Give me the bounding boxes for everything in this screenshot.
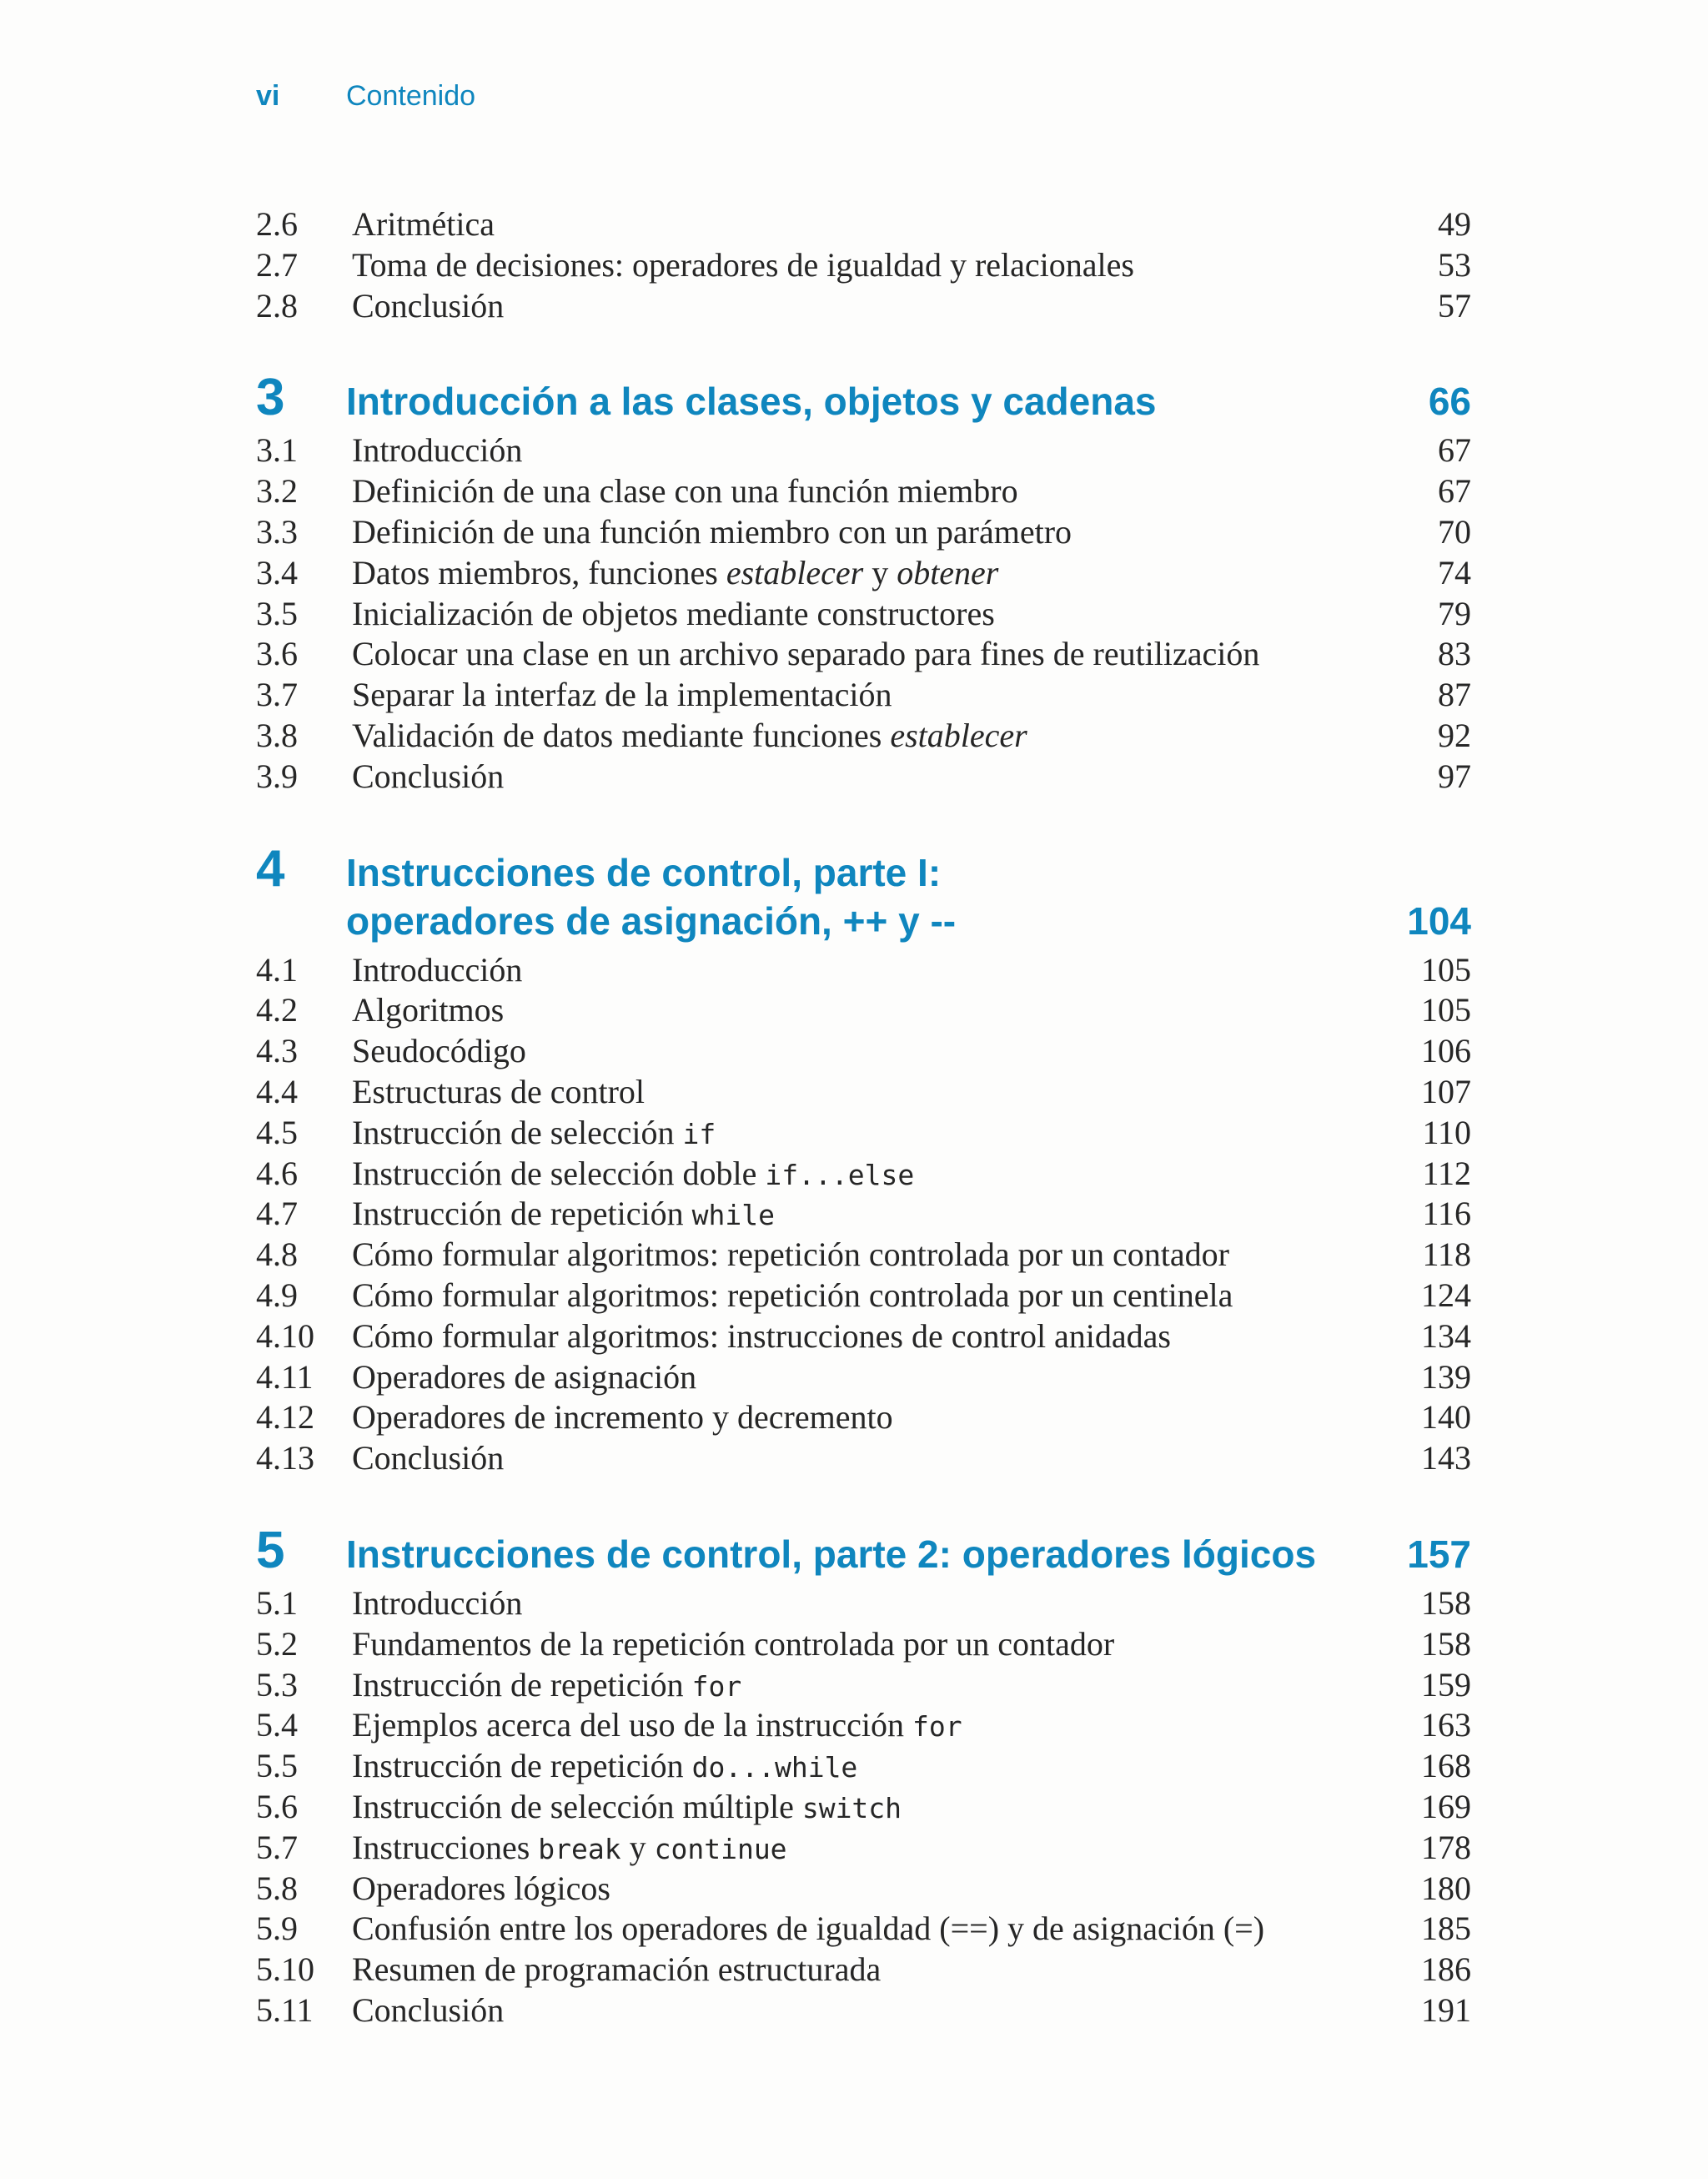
toc-entry bbox=[256, 990, 1471, 1031]
section-page-number: 67 bbox=[1438, 472, 1471, 511]
section-number: 3.6 bbox=[256, 635, 298, 673]
toc-entry bbox=[256, 1194, 1471, 1235]
section-number: 2.6 bbox=[256, 205, 298, 243]
section-page-number: 92 bbox=[1438, 716, 1471, 754]
section-title bbox=[352, 1397, 1346, 1438]
section-title bbox=[352, 634, 1346, 675]
toc-entry bbox=[256, 512, 1471, 553]
chapter-page-number: 104 bbox=[1407, 898, 1471, 943]
emphasized-text: establecer bbox=[726, 553, 864, 591]
title-text: Instrucción de repetición bbox=[352, 1665, 692, 1703]
section-title bbox=[352, 471, 1346, 512]
section-title bbox=[352, 286, 1346, 327]
toc-entry bbox=[256, 950, 1471, 991]
section-number: 2.7 bbox=[256, 245, 298, 284]
toc-entry bbox=[256, 1316, 1471, 1357]
emphasized-text: obtener bbox=[897, 553, 999, 591]
section-number: 4.4 bbox=[256, 1072, 298, 1110]
title-text: Definición de una clase con una función miembro bbox=[352, 472, 1018, 511]
title-text: Operadores de incremento y decremento bbox=[352, 1398, 893, 1437]
chapter-title bbox=[346, 1530, 1346, 1578]
section-number: 3.8 bbox=[256, 716, 298, 754]
title-text: Fundamentos de la repetición controlada por un contador bbox=[352, 1624, 1115, 1663]
title-text: Definición de una función miembro con un parámetro bbox=[352, 512, 1073, 551]
section-number: 4.13 bbox=[256, 1439, 314, 1477]
title-text: Conclusión bbox=[352, 1990, 505, 2029]
section-page-number: 158 bbox=[1421, 1583, 1471, 1622]
running-header bbox=[256, 80, 475, 113]
toc-entry bbox=[256, 1828, 1471, 1869]
header-page-number: vi bbox=[256, 80, 280, 112]
title-text: Instrucción de selección bbox=[352, 1113, 683, 1151]
section-number: 4.12 bbox=[256, 1398, 314, 1437]
section-number: 4.8 bbox=[256, 1235, 298, 1274]
section-title bbox=[352, 1665, 1346, 1708]
toc-group bbox=[256, 839, 1471, 1479]
section-page-number: 105 bbox=[1421, 950, 1471, 989]
chapter-title-line: Introducción a las clases, objetos y cadenas bbox=[346, 380, 1157, 424]
toc-entry bbox=[256, 1154, 1471, 1195]
toc-entry bbox=[256, 1583, 1471, 1624]
title-text: Cómo formular algoritmos: instrucciones de control anidadas bbox=[352, 1316, 1171, 1355]
section-page-number: 158 bbox=[1421, 1624, 1471, 1663]
toc-entry bbox=[256, 634, 1471, 675]
section-page-number: 168 bbox=[1421, 1747, 1471, 1785]
section-title bbox=[352, 1705, 1346, 1748]
section-title bbox=[352, 430, 1346, 471]
chapter-title-line: operadores de asignación, ++ y -- bbox=[346, 898, 957, 943]
section-title bbox=[352, 1950, 1346, 1990]
section-number: 5.4 bbox=[256, 1706, 298, 1744]
section-number: 5.8 bbox=[256, 1869, 298, 1907]
section-title bbox=[352, 1583, 1346, 1624]
toc-entry bbox=[256, 1665, 1471, 1706]
section-title bbox=[352, 1909, 1346, 1950]
section-page-number: 83 bbox=[1438, 635, 1471, 673]
section-page-number: 163 bbox=[1421, 1706, 1471, 1744]
toc-entry bbox=[256, 1746, 1471, 1787]
section-page-number: 97 bbox=[1438, 757, 1471, 795]
toc-group bbox=[256, 204, 1471, 326]
chapter-title bbox=[346, 377, 1346, 425]
section-number: 4.5 bbox=[256, 1113, 298, 1151]
code-keyword: do...while bbox=[691, 1751, 858, 1784]
toc-entry bbox=[256, 1031, 1471, 1072]
section-title bbox=[352, 990, 1346, 1031]
section-number: 3.2 bbox=[256, 472, 298, 511]
emphasized-text: establecer bbox=[890, 716, 1027, 754]
section-title bbox=[352, 1154, 1346, 1196]
toc-entry bbox=[256, 1357, 1471, 1398]
title-text: Inicialización de objetos mediante constructores bbox=[352, 594, 995, 632]
section-title bbox=[352, 245, 1346, 286]
chapter-page-number: 157 bbox=[1407, 1532, 1471, 1576]
title-text: y bbox=[620, 1828, 655, 1866]
section-page-number: 112 bbox=[1422, 1154, 1471, 1192]
toc-entry bbox=[256, 716, 1471, 757]
title-text: Instrucción de repetición bbox=[352, 1747, 692, 1785]
section-number: 5.11 bbox=[256, 1990, 314, 2029]
title-text: Ejemplos acerca del uso de la instrucción bbox=[352, 1706, 912, 1744]
section-number: 4.3 bbox=[256, 1032, 298, 1070]
title-text: Instrucción de selección doble bbox=[352, 1154, 766, 1192]
toc-group bbox=[256, 371, 1471, 797]
section-title bbox=[352, 512, 1346, 553]
title-text: Operadores lógicos bbox=[352, 1869, 610, 1907]
section-number: 3.1 bbox=[256, 431, 298, 470]
section-number: 2.8 bbox=[256, 286, 298, 325]
section-title bbox=[352, 757, 1346, 798]
toc-entry bbox=[256, 1909, 1471, 1950]
code-keyword: continue bbox=[654, 1832, 787, 1865]
chapter-title-line: Instrucciones de control, parte 2: operadores lógicos bbox=[346, 1532, 1317, 1576]
section-page-number: 74 bbox=[1438, 553, 1471, 591]
toc-entry bbox=[256, 1113, 1471, 1154]
header-section-title: Contenido bbox=[346, 80, 476, 112]
section-number: 4.2 bbox=[256, 991, 298, 1029]
title-text: Introducción bbox=[352, 1583, 523, 1622]
toc-entry bbox=[256, 553, 1471, 594]
section-page-number: 178 bbox=[1421, 1828, 1471, 1866]
toc-entry bbox=[256, 430, 1471, 471]
table-of-contents bbox=[256, 204, 1471, 2076]
section-number: 4.9 bbox=[256, 1276, 298, 1314]
section-number: 5.2 bbox=[256, 1624, 298, 1663]
section-number: 3.7 bbox=[256, 676, 298, 714]
title-text: Operadores de asignación bbox=[352, 1357, 697, 1396]
title-text: Algoritmos bbox=[352, 991, 505, 1029]
toc-entry bbox=[256, 1787, 1471, 1828]
section-number: 4.1 bbox=[256, 950, 298, 989]
title-text: Cómo formular algoritmos: repetición controlada por un centinela bbox=[352, 1276, 1233, 1314]
section-page-number: 186 bbox=[1421, 1950, 1471, 1989]
section-page-number: 87 bbox=[1438, 676, 1471, 714]
chapter-page-number: 66 bbox=[1428, 380, 1471, 424]
section-page-number: 57 bbox=[1438, 286, 1471, 325]
section-page-number: 107 bbox=[1421, 1072, 1471, 1110]
section-number: 5.7 bbox=[256, 1828, 298, 1866]
section-page-number: 110 bbox=[1422, 1113, 1471, 1151]
section-number: 3.9 bbox=[256, 757, 298, 795]
section-title bbox=[352, 553, 1346, 594]
section-page-number: 169 bbox=[1421, 1787, 1471, 1825]
title-text: Instrucciones bbox=[352, 1828, 539, 1866]
section-number: 5.5 bbox=[256, 1747, 298, 1785]
title-text: Datos miembros, funciones bbox=[352, 553, 726, 591]
title-text: Confusión entre los operadores de igualdad (==) y de asignación (=) bbox=[352, 1910, 1265, 1948]
section-title bbox=[352, 1194, 1346, 1236]
code-keyword: break bbox=[538, 1832, 621, 1865]
section-title bbox=[352, 675, 1346, 716]
section-title bbox=[352, 1072, 1346, 1113]
section-page-number: 105 bbox=[1421, 991, 1471, 1029]
section-page-number: 70 bbox=[1438, 512, 1471, 551]
chapter-title bbox=[346, 848, 1346, 945]
toc-entry bbox=[256, 245, 1471, 286]
section-title bbox=[352, 1746, 1346, 1789]
section-title bbox=[352, 1031, 1346, 1072]
section-number: 3.3 bbox=[256, 512, 298, 551]
toc-entry bbox=[256, 1869, 1471, 1910]
section-page-number: 53 bbox=[1438, 245, 1471, 284]
section-title bbox=[352, 716, 1346, 757]
chapter-heading bbox=[256, 839, 1471, 945]
code-keyword: while bbox=[691, 1199, 775, 1232]
section-number: 4.6 bbox=[256, 1154, 298, 1192]
title-text: Toma de decisiones: operadores de igualdad y relacionales bbox=[352, 245, 1134, 284]
toc-entry bbox=[256, 1235, 1471, 1276]
section-page-number: 159 bbox=[1421, 1665, 1471, 1703]
title-text: Cómo formular algoritmos: repetición controlada por un contador bbox=[352, 1235, 1229, 1274]
section-page-number: 67 bbox=[1438, 431, 1471, 470]
section-page-number: 185 bbox=[1421, 1910, 1471, 1948]
title-text: Validación de datos mediante funciones bbox=[352, 716, 891, 754]
section-number: 4.7 bbox=[256, 1195, 298, 1233]
section-page-number: 143 bbox=[1421, 1439, 1471, 1477]
section-page-number: 139 bbox=[1421, 1357, 1471, 1396]
section-number: 3.5 bbox=[256, 594, 298, 632]
code-keyword: if...else bbox=[765, 1158, 915, 1191]
section-title bbox=[352, 1787, 1346, 1829]
section-page-number: 134 bbox=[1421, 1316, 1471, 1355]
title-text: Resumen de programación estructurada bbox=[352, 1950, 882, 1989]
section-title bbox=[352, 1828, 1346, 1870]
section-page-number: 79 bbox=[1438, 594, 1471, 632]
chapter-title-line: Instrucciones de control, parte I: bbox=[346, 850, 942, 894]
title-text: Colocar una clase en un archivo separado para fines de reutilización bbox=[352, 635, 1260, 673]
toc-entry bbox=[256, 204, 1471, 245]
code-keyword: for bbox=[691, 1669, 742, 1703]
toc-entry bbox=[256, 286, 1471, 327]
title-text: Introducción bbox=[352, 950, 523, 989]
title-text: Estructuras de control bbox=[352, 1072, 645, 1110]
title-text: Aritmética bbox=[352, 205, 495, 243]
section-page-number: 118 bbox=[1422, 1235, 1471, 1274]
code-keyword: switch bbox=[801, 1791, 902, 1824]
code-keyword: if bbox=[682, 1117, 716, 1150]
section-number: 5.3 bbox=[256, 1665, 298, 1703]
title-text: Seudocódigo bbox=[352, 1032, 526, 1070]
toc-entry bbox=[256, 594, 1471, 635]
title-text: Instrucción de selección múltiple bbox=[352, 1787, 802, 1825]
toc-entry bbox=[256, 1397, 1471, 1438]
section-title bbox=[352, 1113, 1346, 1155]
section-title bbox=[352, 1316, 1346, 1357]
toc-entry bbox=[256, 1950, 1471, 1990]
section-page-number: 140 bbox=[1421, 1398, 1471, 1437]
section-number: 4.11 bbox=[256, 1357, 314, 1396]
section-number: 5.10 bbox=[256, 1950, 314, 1989]
toc-entry bbox=[256, 1072, 1471, 1113]
section-number: 5.6 bbox=[256, 1787, 298, 1825]
title-text: Separar la interfaz de la implementación bbox=[352, 676, 892, 714]
section-page-number: 124 bbox=[1421, 1276, 1471, 1314]
section-title bbox=[352, 204, 1346, 245]
toc-entry bbox=[256, 1276, 1471, 1316]
toc-entry bbox=[256, 1624, 1471, 1665]
section-title bbox=[352, 1624, 1346, 1665]
section-page-number: 116 bbox=[1422, 1195, 1471, 1233]
section-page-number: 106 bbox=[1421, 1032, 1471, 1070]
title-text: Instrucción de repetición bbox=[352, 1195, 692, 1233]
title-text: Conclusión bbox=[352, 1439, 505, 1477]
toc-group bbox=[256, 1521, 1471, 2031]
section-title bbox=[352, 1869, 1346, 1910]
section-title bbox=[352, 594, 1346, 635]
title-text: Introducción bbox=[352, 431, 523, 470]
toc-entry bbox=[256, 675, 1471, 716]
section-title bbox=[352, 1438, 1346, 1479]
section-title bbox=[352, 1235, 1346, 1276]
section-page-number: 49 bbox=[1438, 205, 1471, 243]
chapter-number: 3 bbox=[256, 369, 285, 427]
chapter-heading bbox=[256, 371, 1471, 425]
title-text: Conclusión bbox=[352, 757, 505, 795]
chapter-heading bbox=[256, 1521, 1471, 1579]
section-number: 5.9 bbox=[256, 1910, 298, 1948]
section-page-number: 180 bbox=[1421, 1869, 1471, 1907]
title-text: y bbox=[863, 553, 897, 591]
code-keyword: for bbox=[912, 1710, 962, 1744]
section-page-number: 191 bbox=[1421, 1990, 1471, 2029]
section-title bbox=[352, 1990, 1346, 2031]
toc-entry bbox=[256, 471, 1471, 512]
chapter-number: 4 bbox=[256, 839, 285, 898]
section-title bbox=[352, 950, 1346, 991]
toc-entry bbox=[256, 1990, 1471, 2031]
toc-entry bbox=[256, 757, 1471, 798]
title-text: Conclusión bbox=[352, 286, 505, 325]
section-title bbox=[352, 1357, 1346, 1398]
section-number: 3.4 bbox=[256, 553, 298, 591]
section-number: 4.10 bbox=[256, 1316, 314, 1355]
section-number: 5.1 bbox=[256, 1583, 298, 1622]
toc-entry bbox=[256, 1705, 1471, 1746]
section-title bbox=[352, 1276, 1346, 1316]
chapter-number: 5 bbox=[256, 1521, 285, 1579]
toc-entry bbox=[256, 1438, 1471, 1479]
